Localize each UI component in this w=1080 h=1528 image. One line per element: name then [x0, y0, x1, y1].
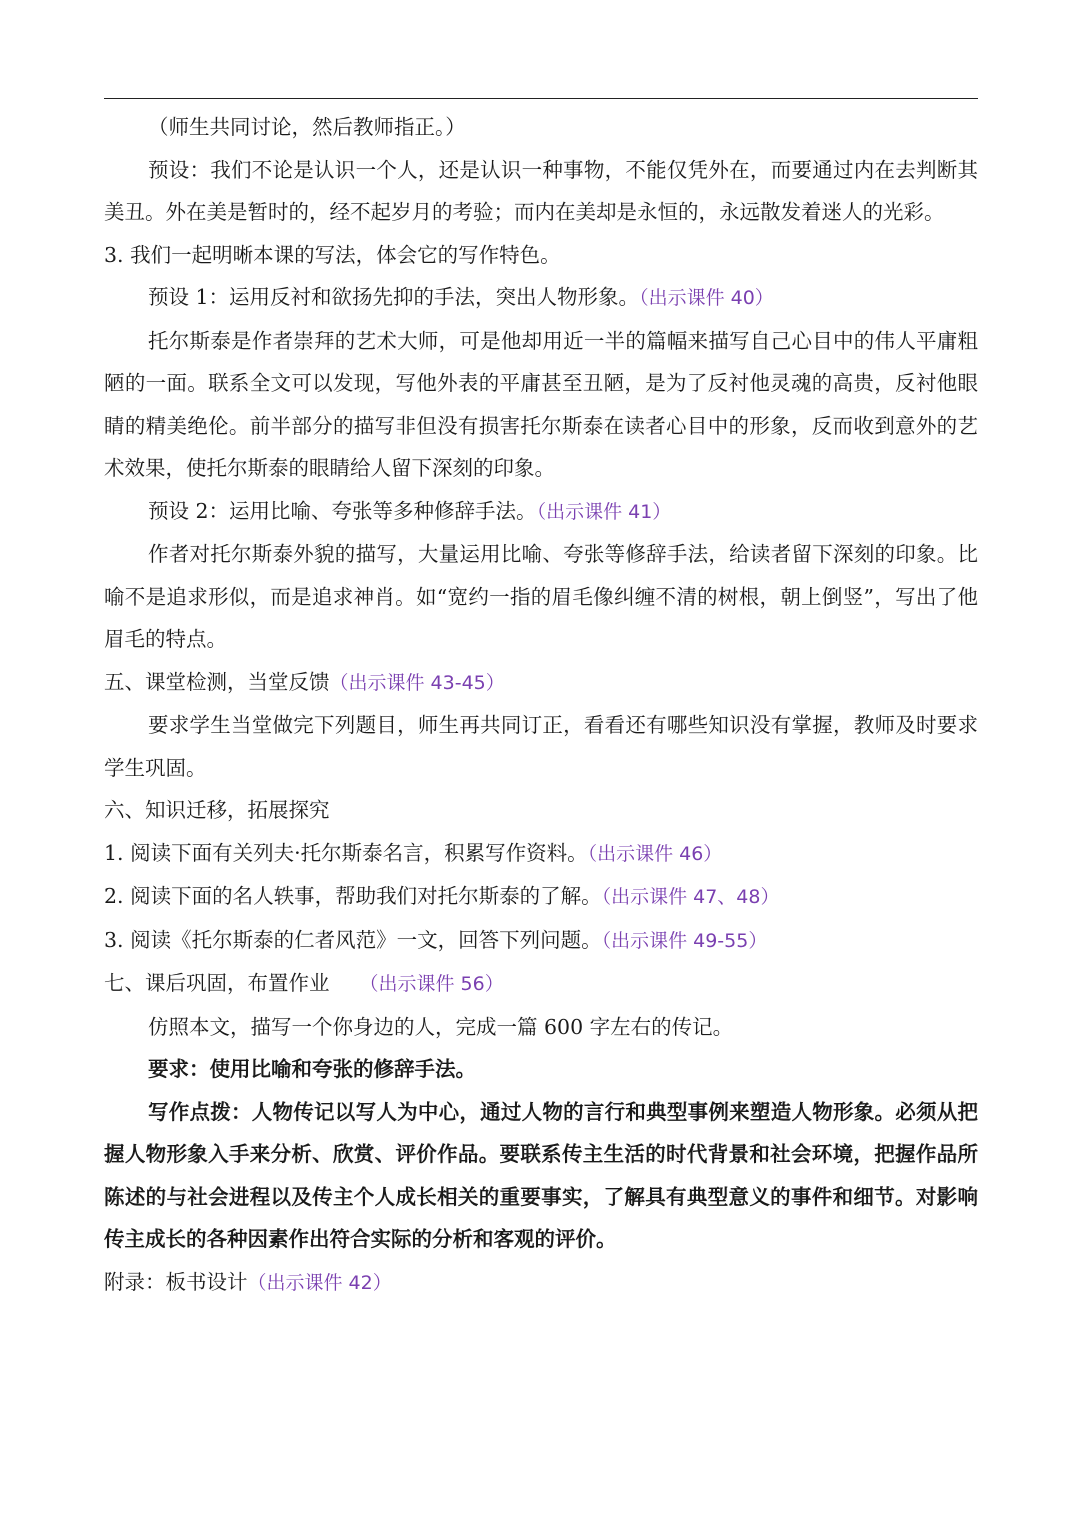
- paragraph: 预设 2：运用比喻、夸张等多种修辞手法。（出示课件 41）: [148, 498, 672, 523]
- document-body: [104, 106, 978, 1304]
- paragraph: 预设：我们不论是认识一个人，还是认识一种事物，不能仅凭外在，而要通过内在去判断其美丑。外在美是暂时的，经不起岁月的考验；而内在美却是永恒的，永远散发着迷人的光彩。: [104, 157, 978, 224]
- appendix-heading: 附录：板书设计（出示课件 42）: [104, 1269, 392, 1294]
- paragraph: 托尔斯泰是作者崇拜的艺术大师，可是他却用近一半的篇幅来描写自己心目中的伟人平庸粗陋的一面。联系全文可以发现，写他外表的平庸甚至丑陋，是为了反衬他灵魂的高贵，反衬他眼睛的精美绝伦。前半部分的描写非但没有损害托尔斯泰在读者心目中的形象，反而收到意外的艺术效果，使托尔斯泰的眼睛给人留下深刻的印象。: [104, 328, 978, 480]
- slide-reference: （出示课件 43-45）: [329, 671, 505, 694]
- list-item: 3. 阅读《托尔斯泰的仁者风范》一文，回答下列问题。（出示课件 49-55）: [104, 927, 768, 952]
- section-heading: 六、知识迁移，拓展探究: [104, 798, 330, 822]
- slide-reference: （出示课件 46）: [587, 842, 723, 865]
- list-item: 2. 阅读下面的名人轶事，帮助我们对托尔斯泰的了解。（出示课件 47、48）: [104, 884, 780, 908]
- section-heading: 五、课堂检测，当堂反馈（出示课件 43-45）: [104, 669, 505, 694]
- list-item: 1. 阅读下面有关列夫·托尔斯泰名言，积累写作资料。（出示课件 46）: [104, 840, 723, 865]
- paragraph: 预设 1：运用反衬和欲扬先抑的手法，突出人物形象。（出示课件 40）: [148, 285, 774, 309]
- paragraph: 要求学生当堂做完下列题目，师生再共同订正，看看还有哪些知识没有掌握，教师及时要求学生巩固。: [104, 713, 978, 780]
- slide-reference: （出示课件 47、48）: [601, 886, 780, 908]
- paragraph: 仿照本文，描写一个你身边的人，完成一篇 600 字左右的传记。: [148, 1014, 734, 1039]
- requirement: 要求：使用比喻和夸张的修辞手法。: [148, 1057, 476, 1081]
- slide-reference: （出示课件 40）: [639, 287, 774, 309]
- slide-reference: （出示课件 42）: [247, 1271, 392, 1294]
- paragraph: （师生共同讨论，然后教师指正。）: [148, 115, 466, 139]
- writing-tip: 写作点拨：人物传记以写人为中心，通过人物的言行和典型事例来塑造人物形象。必须从把握人物形象入手来分析、欣赏、评价作品。要联系传主生活的时代背景和社会环境，把握作品所陈述的与社会进程以及传主个人成长相关的重要事实，了解具有典型意义的事件和细节。对影响传主成长的各种因素作出符合实际的分析和客观的评价。: [104, 1099, 978, 1251]
- header-rule: [104, 98, 978, 99]
- paragraph: 3. 我们一起明晰本课的写法，体会它的写作特色。: [104, 242, 561, 267]
- slide-reference: （出示课件 49-55）: [601, 929, 768, 952]
- slide-reference: （出示课件 41）: [536, 500, 672, 523]
- section-heading: 七、课后巩固，布置作业 （出示课件 56）: [104, 971, 504, 995]
- paragraph: 作者对托尔斯泰外貌的描写，大量运用比喻、夸张等修辞手法，给读者留下深刻的印象。比喻不是追求形似，而是追求神肖。如“宽约一指的眉毛像纠缠不清的树根，朝上倒竖”，写出了他眉毛的特点。: [104, 542, 978, 651]
- slide-reference: （出示课件 56）: [359, 973, 504, 995]
